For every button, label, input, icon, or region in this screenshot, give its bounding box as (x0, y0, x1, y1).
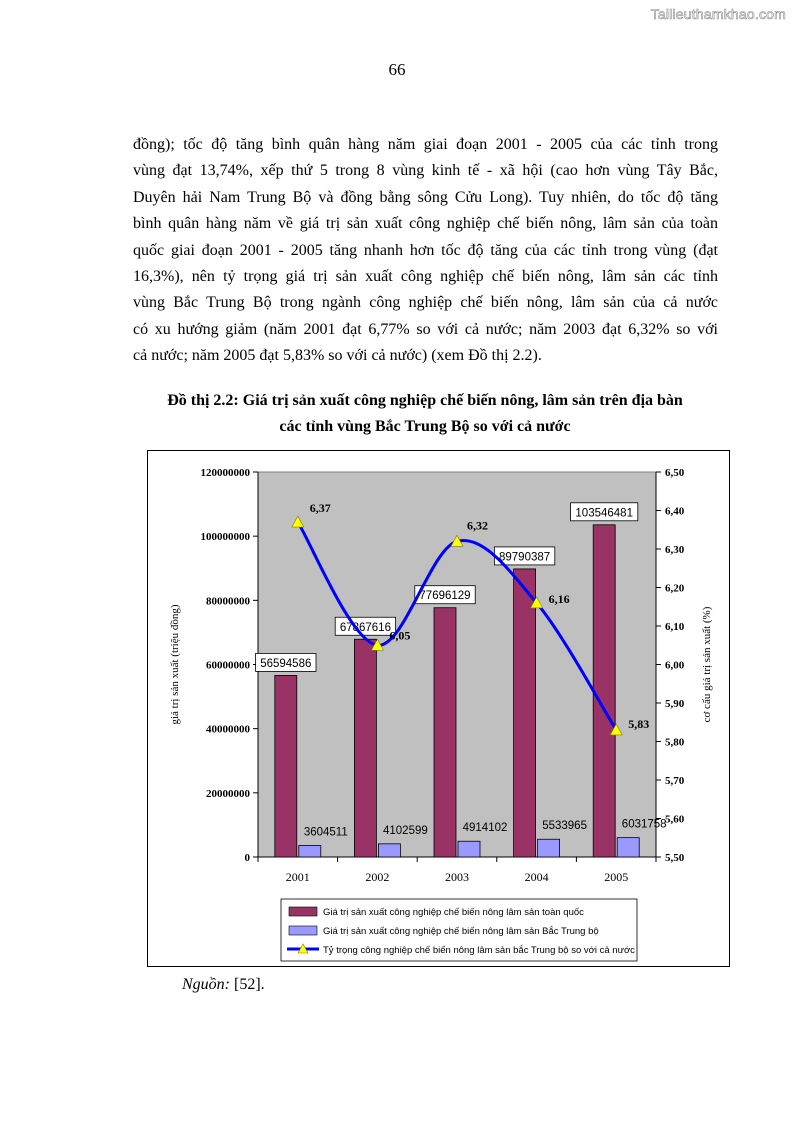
figure-caption-line-2: các tỉnh vùng Bắc Trung Bộ so với cả nước (279, 418, 571, 435)
x-tick-label: 2003 (445, 870, 469, 884)
watermark: Tailieuthamkhao.com (650, 6, 786, 22)
legend-swatch-toan-quoc (289, 907, 317, 916)
y-left-axis-title: giá trị sản xuất (triệu đồng) (169, 604, 181, 725)
data-label-toan-quoc: 56594586 (260, 657, 312, 670)
paragraph-line: 16,3%), nên tỷ trọng giá trị sản xuất công nghiệp chế biến nông, lâm sản các tỉnh (133, 268, 718, 286)
legend-label-bac-trung-bo: Giá trị sản xuất công nghiệp chế biến nông lâm sản Bắc Trung bộ (323, 926, 599, 937)
y-left-tick-label: 0 (244, 852, 250, 864)
y-left-tick-label: 120000000 (200, 467, 250, 479)
data-label-toan-quoc: 67867616 (339, 621, 391, 634)
paragraph-line: cả nước; năm 2005 đạt 5,83% so với cả nước) (xem Đồ thị 2.2). (133, 347, 542, 365)
combo-chart (148, 451, 729, 966)
legend-label-ty-trong: Tỷ trọng công nghiệp chế biến nông lâm sản bắc Trung bộ so với cả nước (323, 945, 635, 956)
y-left-tick-label: 20000000 (206, 787, 250, 800)
body-paragraph (133, 132, 718, 370)
x-tick-label: 2001 (285, 870, 310, 884)
y-right-tick-label: 6,00 (665, 659, 685, 672)
y-right-tick-label: 6,50 (665, 467, 685, 479)
y-right-tick-label: 6,20 (665, 582, 685, 595)
legend-label-toan-quoc: Giá trị sản xuất công nghiệp chế biến nông lâm sản toàn quốc (323, 907, 584, 918)
data-label-bac-trung-bo: 4102599 (383, 824, 428, 837)
y-left-tick-label: 100000000 (200, 531, 250, 544)
x-tick-label: 2004 (524, 870, 549, 884)
bar-toan-quoc (275, 675, 297, 857)
data-label-ty-trong: 6,37 (309, 501, 331, 516)
paragraph-line: có xu hướng giảm (năm 2001 đạt 6,77% so với cả nước; năm 2003 đạt 6,32% so với (133, 320, 718, 338)
data-label-ty-trong: 6,05 (389, 628, 411, 643)
bar-bac-trung-bo (378, 844, 400, 857)
source-note (182, 976, 265, 994)
y-right-tick-label: 5,70 (665, 775, 685, 787)
y-left-tick-label: 60000000 (206, 659, 250, 672)
data-label-toan-quoc: 89790387 (499, 551, 551, 564)
bar-toan-quoc (593, 525, 615, 857)
data-label-toan-quoc: 103546481 (575, 507, 633, 520)
y-right-tick-label: 5,90 (665, 698, 685, 710)
x-tick-label: 2005 (604, 870, 629, 884)
y-right-axis-title: cơ cấu giá trị sản xuất (%) (701, 606, 713, 723)
data-label-toan-quoc: 77696129 (419, 590, 471, 603)
bar-bac-trung-bo (538, 839, 560, 857)
bar-bac-trung-bo (299, 845, 321, 857)
figure-caption (0, 388, 794, 440)
paragraph-line: bình quân hàng năm về giá trị sản xuất công nghiệp chế biến nông, lâm sản của toàn (133, 215, 718, 233)
y-right-tick-label: 6,40 (665, 505, 685, 518)
bar-toan-quoc (354, 639, 376, 857)
source-label: Nguồn: (182, 976, 230, 993)
bar-toan-quoc (514, 569, 536, 857)
y-right-tick-label: 6,10 (665, 621, 685, 633)
y-right-tick-label: 5,60 (665, 813, 685, 826)
legend-swatch-bac-trung-bo (289, 926, 317, 935)
bar-bac-trung-bo (617, 838, 639, 857)
source-ref: [52]. (230, 976, 265, 993)
page-number: 66 (388, 60, 406, 79)
y-right-tick-label: 6,30 (665, 544, 685, 556)
paragraph-line: đồng); tốc độ tăng bình quân hàng năm giai đoạn 2001 - 2005 của các tỉnh trong (133, 136, 718, 153)
y-left-tick-label: 40000000 (206, 723, 250, 736)
paragraph-line: quốc giai đoạn 2001 - 2005 tăng nhanh hơn tốc độ tăng của các tỉnh trong vùng (đạt (133, 241, 718, 259)
bar-bac-trung-bo (458, 841, 480, 857)
y-right-tick-label: 5,80 (665, 736, 685, 749)
bar-toan-quoc (434, 608, 456, 857)
data-label-ty-trong: 6,16 (548, 591, 570, 606)
paragraph-line: vùng Bắc Trung Bộ trong ngành công nghiệp chế biến nông, lâm sản của cả nước (133, 294, 718, 312)
x-tick-label: 2002 (365, 870, 390, 884)
figure-caption-line-1: Đồ thị 2.2: Giá trị sản xuất công nghiệp chế biến nông, lâm sản trên địa bàn (167, 392, 683, 409)
y-right-tick-label: 5,50 (665, 852, 685, 864)
data-label-ty-trong: 5,83 (628, 716, 650, 731)
y-left-tick-label: 80000000 (206, 595, 250, 608)
paragraph-line: vùng đạt 13,74%, xếp thứ 5 trong 8 vùng kinh tế - xã hội (cao hơn vùng Tây Bắc, (133, 162, 718, 180)
chart-frame (147, 450, 730, 967)
paragraph-line: Duyên hải Nam Trung Bộ và đồng bằng sông Cửu Long). Tuy nhiên, do tốc độ tăng (133, 188, 718, 206)
data-label-bac-trung-bo: 4914102 (462, 822, 508, 835)
data-label-bac-trung-bo: 5533965 (542, 820, 587, 833)
data-label-bac-trung-bo: 6031758 (621, 818, 667, 831)
data-label-bac-trung-bo: 3604511 (303, 826, 348, 839)
data-label-ty-trong: 6,32 (467, 518, 488, 533)
